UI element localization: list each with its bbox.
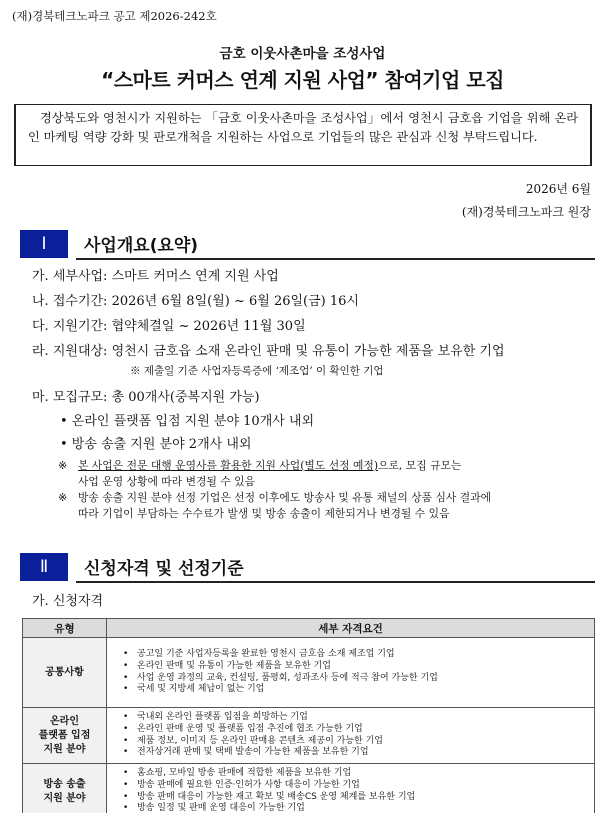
note-text: 으로, 모집 규모는: [378, 459, 462, 472]
issuer-name: (재)경북테크노파크 원장: [461, 205, 591, 219]
type-line: 지원 분야: [43, 743, 86, 755]
target-note: ※ 제출일 기준 사업자등록증에 ‘제조업’ 이 확인한 기업: [130, 365, 384, 377]
table-row: [23, 638, 595, 708]
scale-bullet-online: • 온라인 플랫폼 입점 지원 분야 10개사 내외: [60, 414, 315, 429]
row-type-common: 공통사항: [23, 638, 107, 708]
list-item: • 온라인 판매 및 유통이 가능한 제품을 보유한 기업: [123, 661, 588, 673]
list-item: • 방송 일정 및 판매 운영 대응이 가능한 기업: [123, 803, 588, 813]
page-title: “스마트 커머스 연계 지원 사업” 참여기업 모집: [101, 68, 504, 92]
note-mark: ※: [58, 459, 68, 472]
note-text: 사업 운영 상황에 따라 변경될 수 있음: [78, 474, 256, 488]
section-2-title: 신청자격 및 선정기준: [84, 559, 244, 579]
list-item: • 공고일 기준 사업자등록을 완료한 영천시 금호읍 소재 제조업 기업: [123, 649, 588, 661]
scale-note-1: [58, 458, 588, 489]
list-item: • 홈쇼핑, 모바일 방송 판매에 적합한 제품을 보유한 기업: [123, 768, 588, 780]
eligibility-subheading: 가. 신청자격: [32, 594, 104, 609]
row-type-online: [23, 708, 107, 764]
overview-item-target: 라. 지원대상: 영천시 금호읍 소재 온라인 판매 및 유통이 가능한 제품을 보유한 기업: [32, 344, 505, 359]
type-line: 지원 분야: [43, 792, 86, 804]
row-requirements: [107, 764, 595, 813]
section-1-number: Ⅰ: [20, 230, 68, 258]
table-row: [23, 764, 595, 813]
table-header-row: [23, 619, 595, 638]
list-item: • 온라인 판매 운영 및 플랫폼 입점 추진에 협조 가능한 기업: [123, 724, 588, 736]
list-item: • 사업 운영 과정의 교육, 컨설팅, 품평회, 성과조사 등에 적극 참여 가능한 기업: [123, 673, 588, 685]
column-header-type: 유형: [23, 619, 107, 638]
sub-title: 금호 이웃사촌마을 조성사업: [219, 46, 386, 62]
notice-date: 2026년 6월: [525, 182, 591, 196]
intro-box: 경상북도와 영천시가 지원하는 「금호 이웃사촌마을 조성사업」에서 영천시 금호읍 기업을 위해 온라인 마케팅 역량 강화 및 판로개척을 지원하는 사업으로 기업들의 많은 관심과 신청 부탁드립니다.: [14, 104, 592, 166]
scale-note-2: [58, 490, 588, 521]
section-divider: [76, 581, 595, 583]
row-requirements: [107, 638, 595, 708]
notice-number: (재)경북테크노파크 공고 제2026-242호: [12, 9, 217, 23]
overview-item-period: 나. 접수기간: 2026년 6월 8일(월) ~ 6월 26일(금) 16시: [32, 294, 359, 309]
note-emphasis: 본 사업은 전문 대행 운영사를 활용한 지원 사업(별도 선정 예정): [78, 459, 379, 472]
column-header-requirements: 세부 자격요건: [107, 619, 595, 638]
overview-item-support-term: 다. 지원기간: 협약체결일 ~ 2026년 11월 30일: [32, 319, 306, 334]
table-row: [23, 708, 595, 764]
overview-item-scale: 마. 모집규모: 총 00개사(중복지원 가능): [32, 390, 260, 405]
list-item: • 제품 정보, 이미지 등 온라인 판매용 콘텐츠 제공이 가능한 기업: [123, 736, 588, 748]
type-line: 플랫폼 입점: [38, 729, 91, 741]
section-2-number: Ⅱ: [20, 553, 68, 581]
overview-item-project: 가. 세부사업: 스마트 커머스 연계 지원 사업: [32, 269, 279, 284]
list-item: • 국내외 온라인 플랫폼 입점을 희망하는 기업: [123, 712, 588, 724]
list-item: • 전자상거래 판매 및 택배 발송이 가능한 제품을 보유한 기업: [123, 747, 588, 759]
row-requirements: [107, 708, 595, 764]
section-2-header: [20, 553, 595, 583]
note-text: 방송 송출 지원 분야 선정 기업은 선정 이후에도 방송사 및 유통 채널의 상품 심사 결과에: [78, 491, 492, 504]
list-item: • 국세 및 지방세 체납이 없는 기업: [123, 684, 588, 696]
section-1-title: 사업개요(요약): [84, 236, 199, 256]
type-line: 온라인: [50, 715, 79, 727]
note-text: 따라 기업이 부담하는 수수료가 발생 및 방송 송출이 제한되거나 변경될 수 있음: [78, 506, 450, 520]
list-item: • 방송 판매에 필요한 인증·인허가 사항 대응이 가능한 기업: [123, 780, 588, 792]
list-item: • 방송 판매 대응이 가능한 재고 확보 및 배송CS 운영 체계를 보유한 기업: [123, 792, 588, 804]
note-mark: ※: [58, 491, 68, 504]
type-line: 방송 송출: [43, 778, 86, 790]
eligibility-table: [22, 618, 595, 813]
scale-bullet-broadcast: • 방송 송출 지원 분야 2개사 내외: [60, 437, 252, 452]
section-divider: [76, 258, 595, 260]
row-type-broadcast: [23, 764, 107, 813]
section-1-header: [20, 230, 595, 260]
